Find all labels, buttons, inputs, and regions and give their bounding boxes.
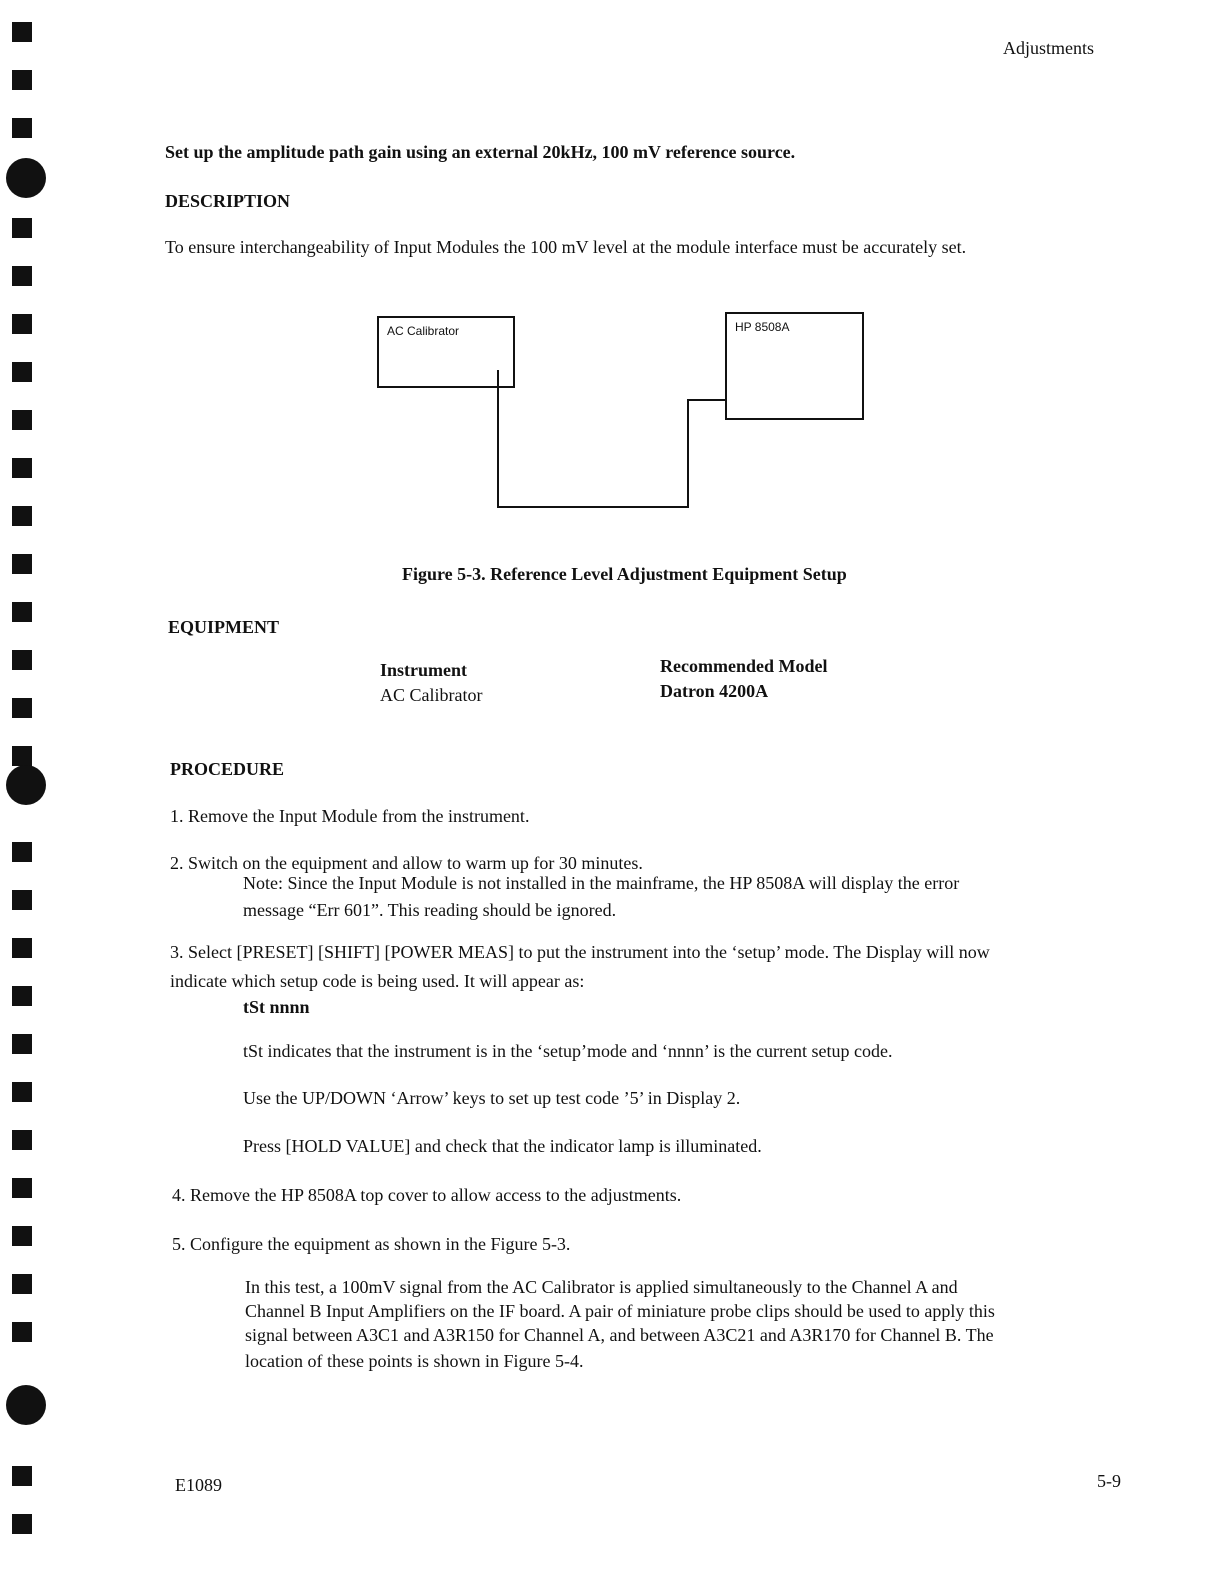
page-header-title: Adjustments [1003, 38, 1095, 58]
procedure-step-5-para: Channel B Input Amplifiers on the IF board. A pair of miniature probe clips should be used to apply this [245, 1301, 995, 1321]
procedure-step-2: 2. Switch on the equipment and allow to warm up for 30 minutes. [170, 853, 643, 873]
cable-line [497, 370, 499, 508]
figure-caption: Figure 5-3. Reference Level Adjustment Equipment Setup [402, 564, 847, 584]
procedure-step-5-para: signal between A3C1 and A3R150 for Channel A, and between A3C21 and A3R170 for Channel B. The [245, 1325, 994, 1345]
ac-calibrator-box [377, 316, 515, 388]
procedure-step-3-para: Press [HOLD VALUE] and check that the indicator lamp is illuminated. [243, 1136, 762, 1156]
equipment-heading: EQUIPMENT [168, 617, 280, 637]
procedure-step-2-note: Note: Since the Input Module is not installed in the mainframe, the HP 8508A will display the error [243, 873, 960, 893]
procedure-step-4: 4. Remove the HP 8508A top cover to allow access to the adjustments. [172, 1185, 682, 1205]
procedure-step-5: 5. Configure the equipment as shown in the Figure 5-3. [172, 1234, 571, 1254]
equipment-col-instrument: Instrument [380, 660, 468, 680]
procedure-step-3: 3. Select [PRESET] [SHIFT] [POWER MEAS] to put the instrument into the ‘setup’ mode. The Display will now [170, 942, 990, 962]
procedure-step-1: 1. Remove the Input Module from the instrument. [170, 806, 530, 826]
procedure-step-3-para: tSt indicates that the instrument is in the ‘setup’mode and ‘nnnn’ is the current setup code. [243, 1041, 893, 1061]
procedure-step-2-note: message “Err 601”. This reading should be ignored. [243, 900, 617, 920]
setup-code-display: tSt nnnn [243, 997, 310, 1017]
cable-line [687, 399, 689, 508]
procedure-step-3: indicate which setup code is being used. It will appear as: [170, 971, 585, 991]
equipment-col-model: Recommended Model [660, 656, 828, 676]
hp-8508a-label: HP 8508A [735, 320, 790, 334]
equipment-instrument-cell: AC Calibrator [380, 685, 483, 705]
cable-line [497, 506, 689, 508]
procedure-heading: PROCEDURE [170, 759, 285, 779]
footer-doc-id: E1089 [175, 1475, 222, 1495]
hp-8508a-box [725, 312, 864, 420]
description-heading: DESCRIPTION [165, 191, 291, 211]
ac-calibrator-label: AC Calibrator [387, 324, 460, 338]
equipment-model-cell: Datron 4200A [660, 681, 769, 701]
footer-page-number: 5-9 [1097, 1471, 1121, 1491]
cable-line [687, 399, 727, 401]
procedure-step-5-para: location of these points is shown in Figure 5-4. [245, 1351, 584, 1371]
intro-text: Set up the amplitude path gain using an external 20kHz, 100 mV reference source. [165, 142, 796, 162]
description-text: To ensure interchangeability of Input Modules the 100 mV level at the module interface must be accurately set. [165, 237, 967, 257]
procedure-step-5-para: In this test, a 100mV signal from the AC Calibrator is applied simultaneously to the Channel A and [245, 1277, 958, 1297]
procedure-step-3-para: Use the UP/DOWN ‘Arrow’ keys to set up test code ’5’ in Display 2. [243, 1088, 741, 1108]
